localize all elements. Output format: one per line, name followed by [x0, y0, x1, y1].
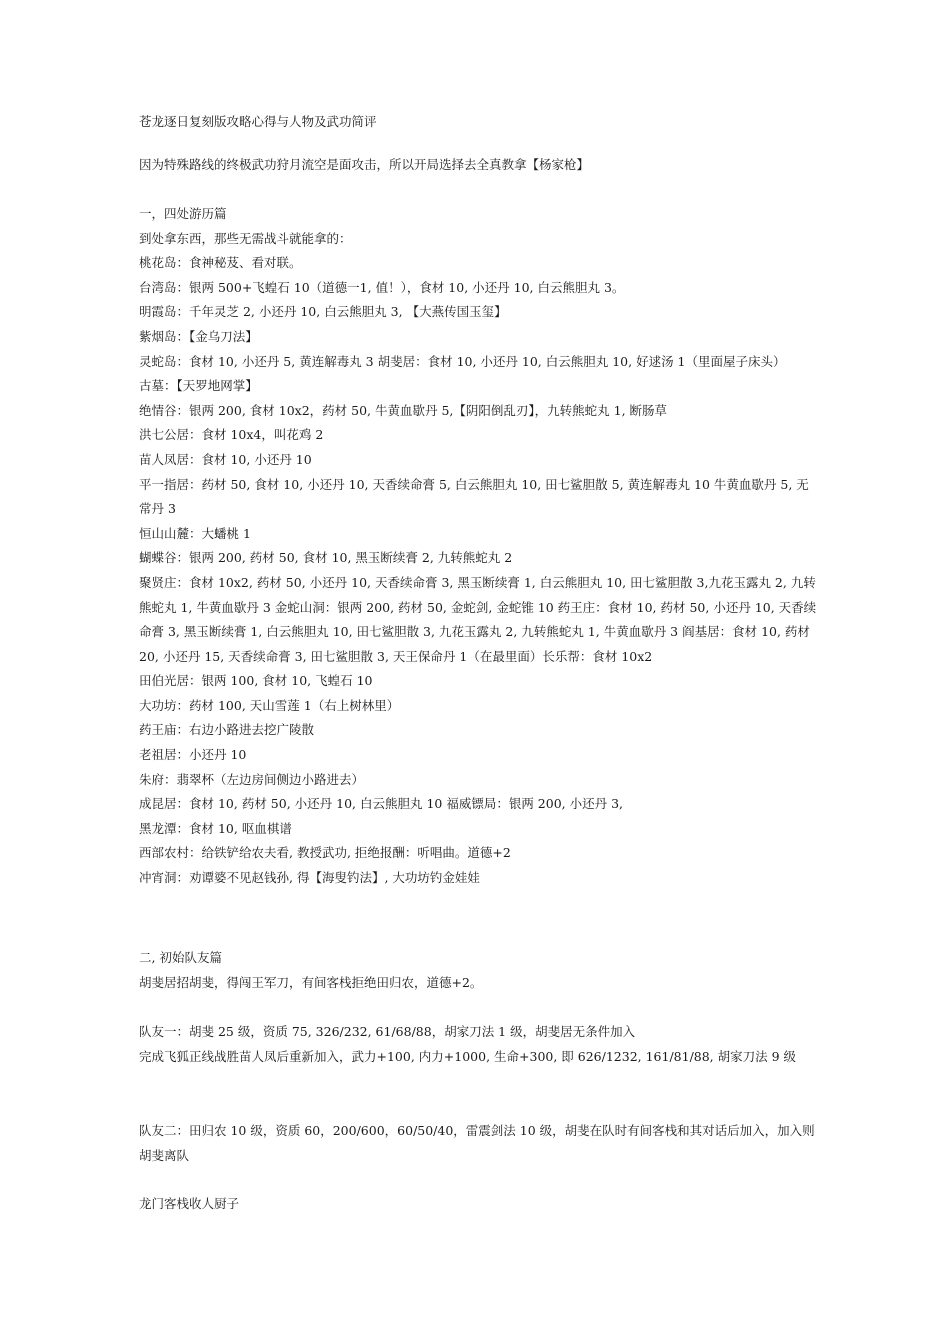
list-item: 大功坊：药材 100, 天山雪莲 1（右上树林里） — [139, 697, 400, 713]
paragraph: 队友一：胡斐 25 级，资质 75, 326/232, 61/68/88，胡家刀法 1 级，胡斐居无条件加入 — [139, 1024, 636, 1039]
section-heading: 一，四处游历篇 — [139, 206, 227, 221]
list-item: 平一指居：药材 50, 食材 10, 小还丹 10, 天香续命膏 5, 白云熊胆丸 10, 田七鲨胆散 5, 黄连解毒丸 10 牛黄血歇丹 5, 无常丹 3 — [139, 476, 809, 517]
list-item: 西部农村：给铁铲给农夫看, 教授武功, 拒绝报酬：听唱曲。道德+2 — [139, 845, 511, 861]
list-item: 成昆居：食材 10, 药材 50, 小还丹 10, 白云熊胆丸 10 福威镖局：银两 200, 小还丹 3, — [139, 796, 624, 812]
list-item: 洪七公居：食材 10x4，叫花鸡 2 — [139, 427, 324, 443]
list-item: 桃花岛：食神秘芨、看对联。 — [139, 255, 302, 271]
list-item: 紫烟岛：【金乌刀法】 — [139, 328, 258, 344]
list-item: 绝情谷：银两 200, 食材 10x2，药材 50, 牛黄血歇丹 5,【阴阳倒乱刃】，九转熊蛇丸 1, 断肠草 — [139, 402, 668, 418]
teammate-two — [139, 1119, 819, 1168]
paragraph: 队友二：田归农 10 级，资质 60，200/600，60/50/40，雷震剑法 10 级，胡斐在队时有间客栈和其对话后加入，加入则胡斐离队 — [139, 1123, 815, 1163]
list-item: 药王庙：右边小路进去挖广陵散 — [139, 722, 315, 738]
paragraph: 胡斐居招胡斐，得闯王军刀，有间客栈拒绝田归农，道德+2。 — [139, 974, 483, 990]
list-item: 田伯光居：银两 100, 食材 10, 飞蝗石 10 — [139, 673, 373, 689]
list-item: 蝴蝶谷：银两 200, 药材 50, 食材 10, 黑玉断续膏 2, 九转熊蛇丸 2 — [139, 550, 513, 566]
teammate-one — [139, 1020, 819, 1069]
list-item: 冲宵洞：劝谭婆不见赵钱孙, 得【海叟钓法】, 大功坊钓金娃娃 — [139, 870, 480, 886]
list-item: 明霞岛：千年灵芝 2, 小还丹 10, 白云熊胆丸 3, 【大燕传国玉玺】 — [139, 304, 507, 320]
list-item: 黑龙潭：食材 10, 呕血棋谱 — [139, 820, 292, 836]
paragraph: 完成飞狐正线战胜苗人凤后重新加入，武力+100, 内力+1000, 生命+300, 即 626/1232, 161/81/88, 胡家刀法 9 级 — [139, 1048, 797, 1064]
section-travel — [139, 202, 819, 891]
list-item: 老祖居：小还丹 10 — [139, 747, 247, 763]
list-item: 恒山山麓：大蟠桃 1 — [139, 525, 251, 541]
section-teammates — [139, 946, 819, 995]
closing-note — [139, 1192, 819, 1217]
section-heading: 二, 初始队友篇 — [139, 950, 222, 965]
intro-paragraph: 因为特殊路线的终极武功狩月流空是面攻击，所以开局选择去全真教拿【杨家枪】 — [139, 157, 590, 172]
paragraph: 龙门客栈收人厨子 — [139, 1196, 240, 1211]
list-item: 古墓：【天罗地网掌】 — [139, 378, 258, 394]
list-item: 苗人凤居：食材 10, 小还丹 10 — [139, 451, 312, 467]
list-item: 台湾岛：银两 500+飞蝗石 10（道德一1, 值！），食材 10, 小还丹 10, 白云熊胆丸 3。 — [139, 279, 625, 295]
list-item: 灵蛇岛：食材 10, 小还丹 5, 黄连解毒丸 3 胡斐居：食材 10, 小还丹 10, 白云熊胆丸 10, 好逑汤 1（里面屋子床头） — [139, 353, 786, 369]
list-item: 到处拿东西，那些无需战斗就能拿的： — [139, 230, 352, 246]
list-item: 朱府：翡翠杯（左边房间侧边小路进去） — [139, 771, 365, 787]
list-item: 聚贤庄：食材 10x2, 药材 50, 小还丹 10, 天香续命膏 3, 黑玉断续膏 1, 白云熊胆丸 10, 田七鲨胆散 3,九花玉露丸 2, 九转熊蛇丸 1, 牛黄血歇丹 3 金蛇山洞：银两 200, 药材 50, 金蛇剑, 金蛇锥 10 药王庄：食材 10, 药材 50, 小还丹 10, 天香续命膏 3, 黑玉断续膏 1, 白云熊胆丸 10, 田七鲨胆散 3, 九花玉露丸 2, 九转熊蛇丸 1, 牛黄血歇丹 3 阎基居：食材 10, 药材 20, 小还丹 15, 天香续命膏 3, 田七鲨胆散 3, 天王保命丹 1（在最里面）长乐帮：食材 10x2 — [139, 574, 817, 664]
document-title: 苍龙逐日复刻版攻略心得与人物及武功简评 — [139, 114, 377, 129]
